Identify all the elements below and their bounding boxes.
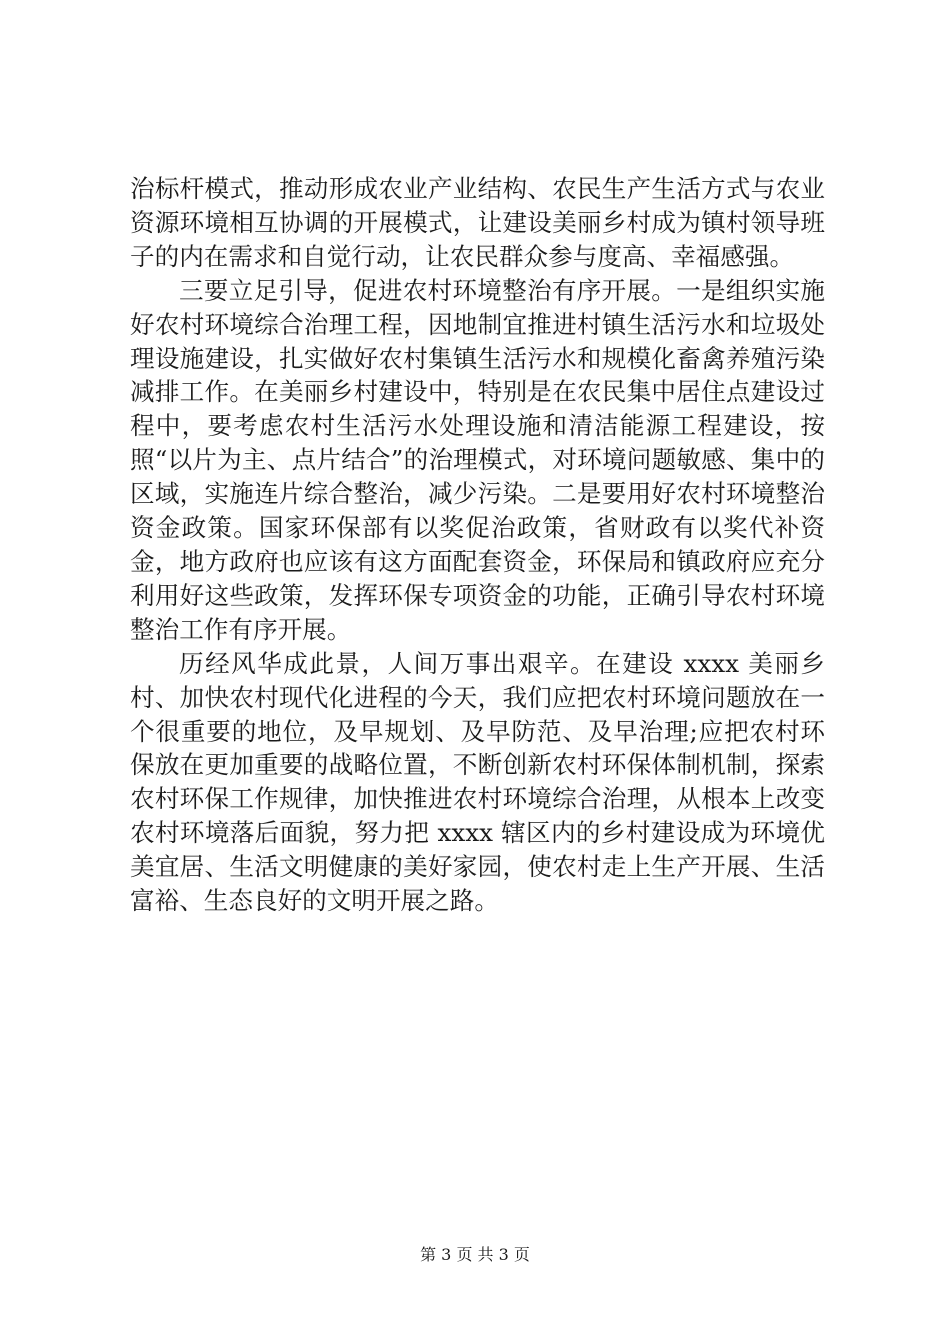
page-footer: [0, 1242, 950, 1265]
paragraph-guidance: 三要立足引导，促进农村环境整治有序开展。一是组织实施好农村环境综合治理工程，因地制宜推进村镇生活污水和垃圾处理设施建设，扎实做好农村集镇生活污水和规模化畜禽养殖污染减排工作。在美丽乡村建设中，特别是在农民集中居住点建设过程中，要考虑农村生活污水处理设施和清洁能源工程建设，按照“以片为主、点片结合”的治理模式，对环境问题敏感、集中的区域，实施连片综合整治，减少污染。二是要用好农村环境整治资金政策。国家环保部有以奖促治政策，省财政有以奖代补资金，地方政府也应该有这方面配套资金，环保局和镇政府应充分利用好这些政策，发挥环保专项资金的功能，正确引导农村环境整治工作有序开展。: [130, 275, 825, 644]
paragraph-continuation: 治标杆模式，推动形成农业产业结构、农民生产生活方式与农业资源环境相互协调的开展模式，让建设美丽乡村成为镇村领导班子的内在需求和自觉行动，让农民群众参与度高、幸福感强。: [130, 174, 825, 271]
page-number: 第 3 页 共 3 页: [420, 1245, 530, 1264]
paragraph-conclusion: 历经风华成此景，人间万事出艰辛。在建设 xxxx 美丽乡村、加快农村现代化进程的今天，我们应把农村环境问题放在一个很重要的地位，及早规划、及早防范、及早治理;应把农村环保放在更加重要的战略位置，不断创新农村环保体制机制，探索农村环保工作规律，加快推进农村环境综合治理，从根本上改变农村环境落后面貌，努力把 xxxx 辖区内的乡村建设成为环境优美宜居、生活文明健康的美好家园，使农村走上生产开展、生活富裕、生态良好的文明开展之路。: [130, 648, 825, 916]
document-body: [130, 172, 825, 918]
